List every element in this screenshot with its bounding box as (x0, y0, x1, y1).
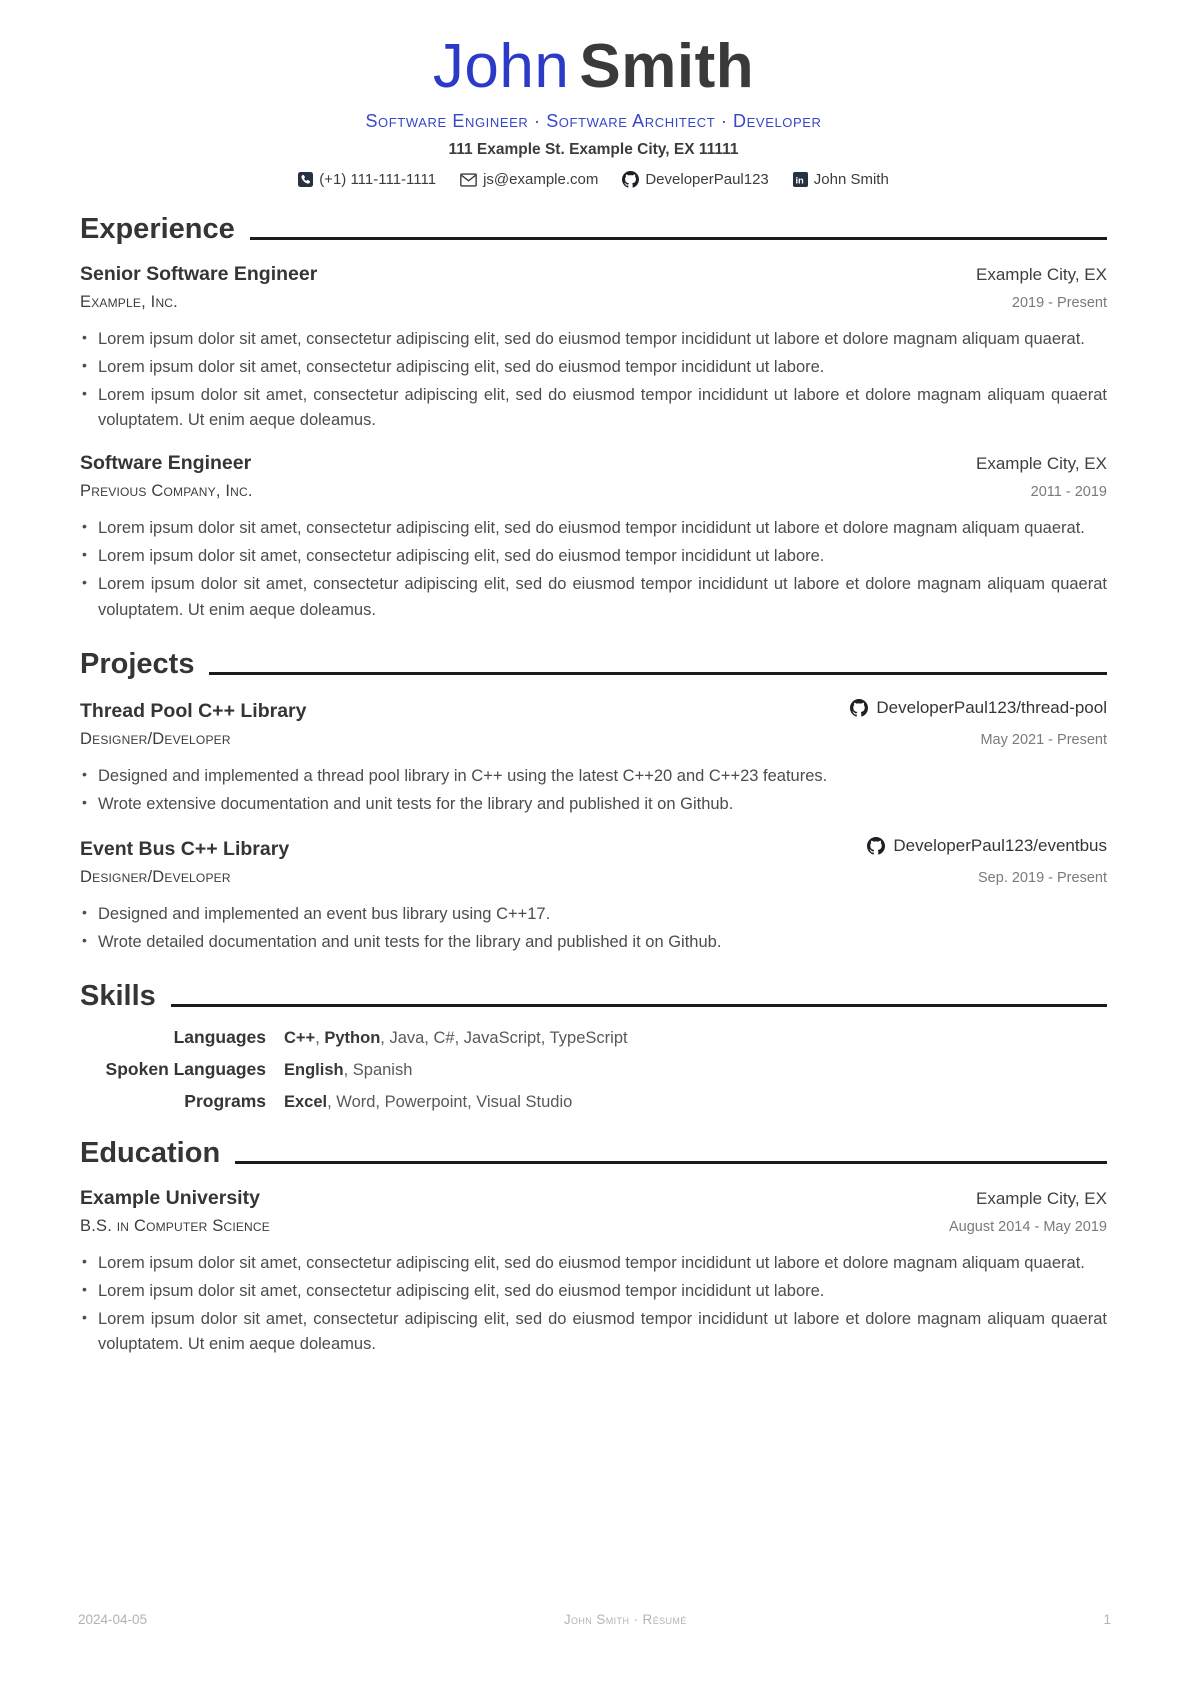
linkedin-contact[interactable] (793, 171, 889, 188)
section-rule (235, 1161, 1107, 1164)
experience-entry-2 (80, 452, 1107, 622)
footer-date: 2024-04-05 (78, 1612, 148, 1627)
section-title-projects: Projects (80, 647, 195, 680)
bullet-item: • Wrote extensive documentation and unit tests for the library and published it on Github. (80, 792, 1107, 817)
bullet-item: • Lorem ipsum dolor sit amet, consectetur adipiscing elit, sed do eiusmod tempor incididunt ut labore et dolore magnam aliquam quaerat voluptatem. Ut enim aeque doleamus. (80, 1307, 1107, 1357)
job-bullets (80, 516, 1107, 622)
bullet-item: • Lorem ipsum dolor sit amet, consectetur adipiscing elit, sed do eiusmod tempor incididunt ut labore. (80, 355, 1107, 380)
project-bullets (80, 902, 1107, 955)
experience-heading (80, 215, 1107, 244)
skills-section (80, 979, 1107, 1112)
bullet-item: • Lorem ipsum dolor sit amet, consectetur adipiscing elit, sed do eiusmod tempor incididunt ut labore. (80, 544, 1107, 569)
skill-label: Spoken Languages (105, 1058, 266, 1079)
repo-name: DeveloperPaul123/eventbus (893, 835, 1107, 855)
job-dates: 2019 - Present (1011, 295, 1107, 311)
skills-heading (80, 979, 1107, 1012)
section-rule (209, 672, 1107, 675)
skill-row-languages (80, 1027, 1107, 1048)
job-title: Software Engineer (80, 452, 252, 475)
bullet-item: • Lorem ipsum dolor sit amet, consectetur adipiscing elit, sed do eiusmod tempor incididunt ut labore et dolore magnam aliquam quaerat. (80, 327, 1107, 352)
phone-number: (+1) 111-111-1111 (319, 171, 437, 188)
project-role: Designer/Developer (80, 729, 231, 748)
email-contact[interactable] (460, 171, 598, 188)
footer-page-number: 1 (1103, 1612, 1111, 1627)
school-location: Example City, EX (975, 1188, 1107, 1208)
skill-row-programs (80, 1091, 1107, 1112)
tagline: Software Engineer · Software Architect · Developer (365, 111, 822, 131)
skill-value: , Spanish (343, 1060, 413, 1079)
project-role: Designer/Developer (80, 867, 231, 886)
linkedin-name: John Smith (813, 171, 889, 188)
project-dates: May 2021 - Present (980, 731, 1107, 748)
skill-value: English (284, 1060, 344, 1079)
company-name: Previous Company, Inc. (80, 482, 253, 501)
bullet-item: • Lorem ipsum dolor sit amet, consectetur adipiscing elit, sed do eiusmod tempor incididunt ut labore et dolore magnam aliquam quaerat. (80, 516, 1107, 541)
project-title: Thread Pool C++ Library (80, 699, 307, 722)
bullet-item: • Wrote detailed documentation and unit tests for the library and published it on Github. (80, 930, 1107, 955)
education-bullets (80, 1251, 1107, 1357)
resume-header (80, 32, 1107, 188)
school-name: Example University (80, 1186, 260, 1209)
education-entry-1 (80, 1187, 1107, 1357)
section-rule (171, 1004, 1107, 1007)
project-repo-link[interactable] (850, 698, 1107, 718)
project-entry-2 (80, 836, 1107, 955)
skill-values (284, 1029, 628, 1048)
bullet-item: • Lorem ipsum dolor sit amet, consectetur adipiscing elit, sed do eiusmod tempor incididunt ut labore et dolore magnam aliquam quaerat. (80, 1251, 1107, 1276)
experience-entry-1 (80, 263, 1107, 433)
skill-value: Python (324, 1028, 381, 1047)
last-name: Smith (579, 32, 755, 101)
skill-label: Programs (184, 1090, 266, 1111)
repo-name: DeveloperPaul123/thread-pool (876, 697, 1107, 717)
github-icon (867, 837, 885, 855)
job-dates: 2011 - 2019 (1030, 484, 1107, 501)
github-username: DeveloperPaul123 (645, 171, 769, 188)
project-dates: Sep. 2019 - Present (978, 869, 1107, 886)
first-name: John (432, 32, 570, 101)
project-repo-link[interactable] (867, 836, 1107, 856)
skill-value: , Word, Powerpoint, Visual Studio (327, 1092, 573, 1111)
section-title-education: Education (80, 1136, 221, 1169)
page-footer (78, 1612, 1111, 1627)
job-location: Example City, EX (975, 454, 1107, 474)
email-address: js@example.com (483, 171, 599, 188)
experience-section (80, 215, 1107, 623)
footer-title: John Smith · Résumé (563, 1612, 687, 1627)
bullet-item: • Designed and implemented an event bus library using C++17. (80, 902, 1107, 927)
svg-text:in: in (795, 175, 804, 186)
skills-table (80, 1027, 1107, 1112)
job-title: Senior Software Engineer (80, 263, 318, 285)
skill-value: , (315, 1028, 325, 1047)
github-icon (850, 699, 868, 717)
github-contact[interactable] (622, 171, 768, 188)
job-bullets (80, 327, 1107, 433)
skill-row-spoken-languages (80, 1059, 1107, 1080)
education-dates: August 2014 - May 2019 (949, 1218, 1107, 1235)
phone-icon (298, 172, 313, 187)
degree-name: B.S. in Computer Science (80, 1216, 270, 1235)
skill-values (284, 1093, 572, 1112)
contact-row (80, 171, 1107, 188)
github-icon (622, 171, 639, 188)
company-name: Example, Inc. (80, 293, 178, 311)
phone-contact[interactable] (298, 171, 436, 188)
project-bullets (80, 764, 1107, 817)
education-heading (80, 1136, 1107, 1169)
section-title-experience: Experience (80, 213, 235, 245)
skill-label: Languages (173, 1026, 266, 1047)
skill-values (284, 1061, 412, 1080)
section-rule (250, 237, 1107, 240)
education-section (80, 1136, 1107, 1357)
skill-value: , Java, C#, JavaScript, TypeScript (380, 1028, 628, 1047)
section-title-skills: Skills (80, 979, 156, 1012)
projects-heading (80, 647, 1107, 680)
candidate-name (80, 32, 1107, 101)
address-line: 111 Example St. Example City, EX 11111 (448, 141, 739, 158)
bullet-item: • Lorem ipsum dolor sit amet, consectetur adipiscing elit, sed do eiusmod tempor incididunt ut labore. (80, 1279, 1107, 1304)
job-location: Example City, EX (975, 265, 1107, 284)
bullet-item: • Lorem ipsum dolor sit amet, consectetur adipiscing elit, sed do eiusmod tempor incididunt ut labore et dolore magnam aliquam quaerat voluptatem. Ut enim aeque doleamus. (80, 572, 1107, 622)
linkedin-icon (793, 172, 808, 187)
skill-value: Excel (284, 1092, 328, 1111)
projects-section (80, 647, 1107, 955)
bullet-item: • Designed and implemented a thread pool library in C++ using the latest C++20 and C++23 features. (80, 764, 1107, 789)
project-entry-1 (80, 698, 1107, 817)
bullet-item: • Lorem ipsum dolor sit amet, consectetur adipiscing elit, sed do eiusmod tempor incididunt ut labore et dolore magnam aliquam quaerat voluptatem. Ut enim aeque doleamus. (80, 383, 1107, 433)
email-icon (460, 173, 477, 187)
skill-value: C++ (284, 1028, 316, 1047)
project-title: Event Bus C++ Library (80, 837, 290, 860)
